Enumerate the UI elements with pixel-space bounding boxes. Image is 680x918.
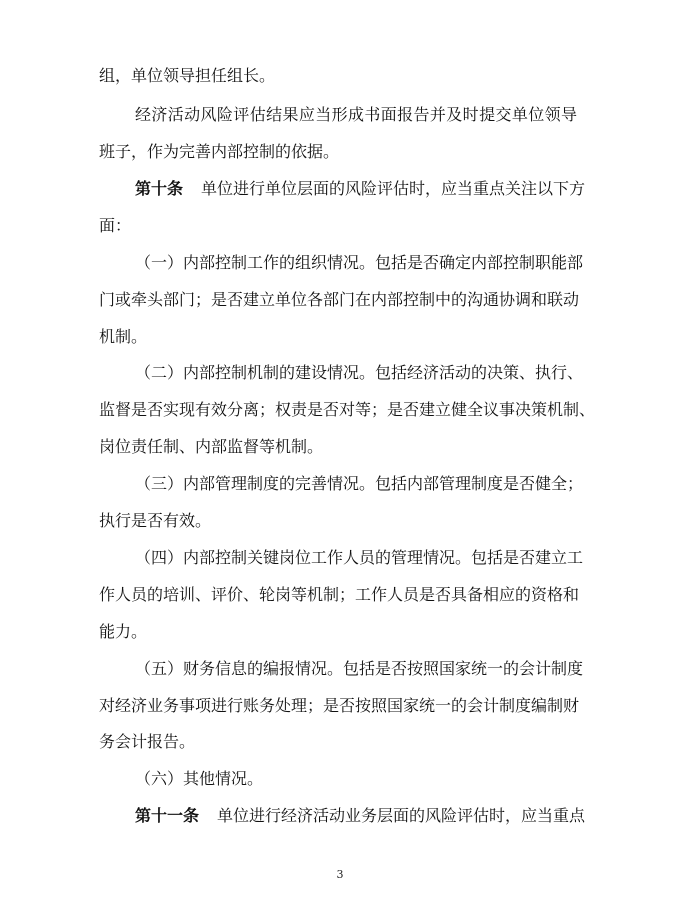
paragraph-line: 门或牵头部门；是否建立单位各部门在内部控制中的沟通协调和联动 bbox=[99, 290, 580, 309]
paragraph-line: 作人员的培训、评价、轮岗等机制；工作人员是否具备相应的资格和 bbox=[99, 585, 580, 604]
paragraph-line: （五）财务信息的编报情况。包括是否按照国家统一的会计制度 bbox=[135, 659, 584, 678]
paragraph-line: 岗位责任制、内部监督等机制。 bbox=[99, 437, 324, 456]
paragraph-line: （六）其他情况。 bbox=[135, 769, 264, 788]
paragraph-line: 能力。 bbox=[99, 622, 148, 641]
page-number: 3 bbox=[336, 868, 344, 881]
paragraph-line: 监督是否实现有效分离；权责是否对等；是否建立健全议事决策机制、 bbox=[99, 400, 596, 419]
paragraph-line: 组，单位领导担任组长。 bbox=[99, 66, 276, 85]
article-number: 第十一条 bbox=[135, 806, 200, 825]
paragraph-line: 对经济业务事项进行账务处理；是否按照国家统一的会计制度编制财 bbox=[99, 696, 580, 715]
paragraph-line: （四）内部控制关键岗位工作人员的管理情况。包括是否建立工 bbox=[135, 548, 584, 567]
paragraph-line: 机制。 bbox=[99, 327, 148, 346]
article-heading-line bbox=[135, 801, 586, 831]
paragraph-line: （一）内部控制工作的组织情况。包括是否确定内部控制职能部 bbox=[135, 253, 584, 272]
paragraph-line: 班子，作为完善内部控制的依据。 bbox=[99, 142, 340, 161]
article-text: 单位进行经济活动业务层面的风险评估时，应当重点 bbox=[217, 806, 586, 825]
paragraph-line: （三）内部管理制度的完善情况。包括内部管理制度是否健全； bbox=[135, 474, 584, 493]
article-text: 单位进行单位层面的风险评估时，应当重点关注以下方 bbox=[201, 179, 586, 198]
article-heading-line bbox=[135, 174, 586, 204]
paragraph-line: 面： bbox=[99, 216, 132, 235]
paragraph-line: 经济活动风险评估结果应当形成书面报告并及时提交单位领导 bbox=[135, 105, 577, 124]
paragraph-line: （二）内部控制机制的建设情况。包括经济活动的决策、执行、 bbox=[135, 363, 584, 382]
article-number: 第十条 bbox=[135, 179, 184, 198]
paragraph-line: 务会计报告。 bbox=[99, 732, 196, 751]
paragraph-line: 执行是否有效。 bbox=[99, 511, 212, 530]
